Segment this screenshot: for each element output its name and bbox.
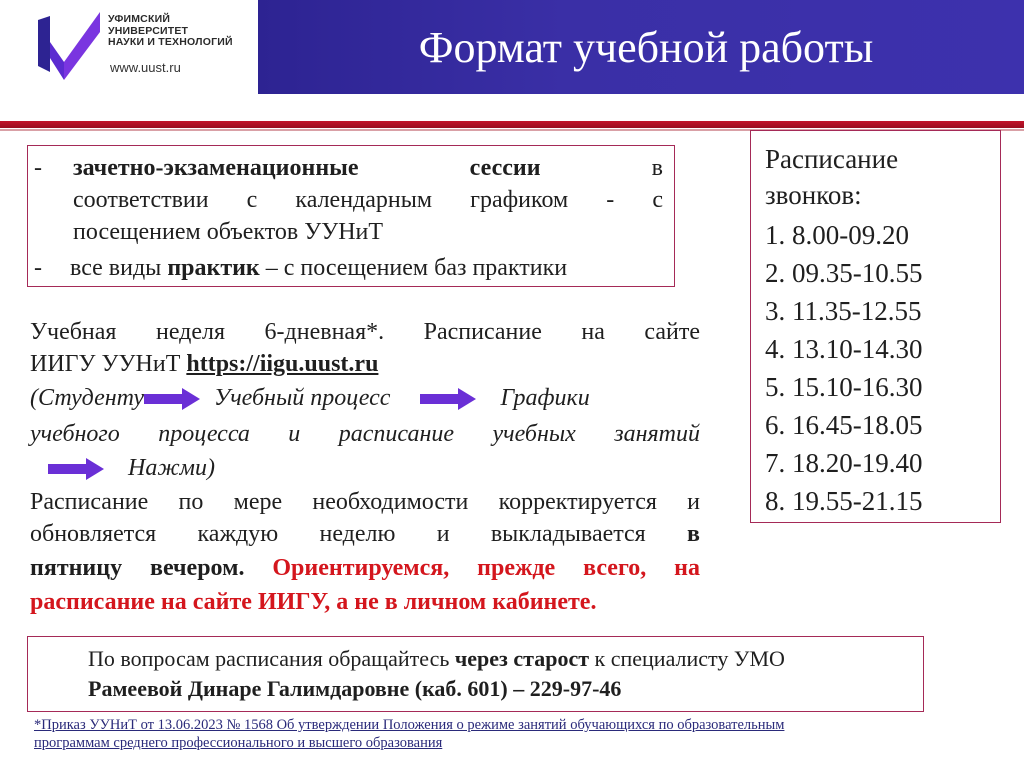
bell-item: 7. 18.20-19.40 (765, 448, 923, 478)
logo-line-1: УФИМСКИЙ (108, 13, 171, 25)
correct-line-4-red: расписание на сайте ИИГУ, а не в личном кабинете. (30, 589, 597, 615)
logo-area (0, 0, 258, 94)
bell-item: 6. 16.45-18.05 (765, 410, 923, 440)
correct-line-2-prefix: обновляется каждую неделю и выкладывается (30, 521, 646, 547)
sessions-item-2 (70, 252, 567, 284)
bell-item: 5. 15.10-16.30 (765, 372, 923, 402)
correct-line-3-red: Ориентируемся, прежде всего, на (272, 555, 701, 581)
university-logo-icon (38, 12, 100, 80)
contact-line-1 (88, 645, 785, 673)
correct-line-3 (30, 552, 700, 584)
footnote-line-1[interactable]: *Приказ УУНиТ от 13.06.2023 № 1568 Об утверждении Положения о режиме занятий обучающихся по образовательным (34, 717, 785, 733)
bell-item: 2. 09.35-10.55 (765, 258, 923, 288)
bells-title (765, 141, 898, 213)
bells-title-line-2: звонков: (765, 180, 862, 210)
arrow-right-icon (420, 388, 476, 410)
arrow-right-icon (144, 388, 200, 410)
page-title: Формат учебной работы (418, 22, 874, 72)
path-line-2: учебного процесса и расписание учебных занятий (30, 421, 700, 447)
iigu-link[interactable]: https://iigu.uust.ru (186, 351, 379, 377)
sessions-item-1-line-1 (73, 152, 663, 184)
logo-text (108, 14, 233, 49)
contact-person: Рамеевой Динаре Галимдаровне (каб. 601) – 229-97-46 (88, 676, 622, 701)
path-open: (Студенту (30, 385, 145, 411)
correct-line-1: Расписание по мере необходимости корректируется и (30, 489, 700, 515)
arrow-right-icon (48, 458, 104, 480)
correct-line-2 (30, 518, 700, 550)
correct-line-3-bold: пятницу вечером. (30, 555, 245, 581)
bell-item: 1. 8.00-09.20 (765, 220, 909, 250)
week-line-2 (30, 348, 700, 380)
week-line-1: Учебная неделя 6-дневная*. Расписание на сайте (30, 319, 700, 345)
bell-item: 3. 11.35-12.55 (765, 296, 922, 326)
sessions-box (27, 145, 675, 287)
logo-line-3: НАУКИ И ТЕХНОЛОГИЙ (108, 36, 233, 48)
contact-box (27, 636, 924, 712)
correct-line-2-bold: в (687, 521, 700, 547)
path-step-1: Учебный процесс (214, 385, 391, 411)
path-line-3 (30, 452, 700, 484)
sessions-item-2-prefix: все виды (70, 255, 162, 281)
path-step-2: Графики (500, 385, 590, 411)
sessions-dash-2: - (34, 255, 42, 281)
sessions-dash-1: - (34, 155, 42, 181)
contact-line-2 (88, 675, 621, 703)
footnote-line-2[interactable]: программам среднего профессионального и высшего образования (34, 735, 443, 751)
contact-suffix: к специалисту УМО (594, 646, 785, 671)
bells-title-line-1: Расписание (765, 144, 899, 174)
contact-prefix: По вопросам расписания обращайтесь (88, 646, 450, 671)
path-line-1 (30, 382, 700, 414)
logo-line-2: УНИВЕРСИТЕТ (108, 24, 189, 37)
contact-bold: через старост (454, 646, 590, 671)
sessions-item-1-line-3: посещением объектов УУНиТ (73, 219, 384, 245)
bells-box (750, 130, 1001, 523)
sessions-item-2-bold: практик (167, 255, 260, 281)
sessions-item-1-rest: в (651, 155, 664, 181)
correct-line-4 (30, 586, 700, 618)
week-prefix: ИИГУ УУНиТ (30, 351, 181, 377)
sessions-item-1-bold: зачетно-экзаменационные сессии (73, 155, 541, 181)
bell-item: 8. 19.55-21.15 (765, 486, 923, 516)
divider-red (0, 121, 1024, 128)
bell-item: 4. 13.10-14.30 (765, 334, 923, 364)
sessions-item-1-line-2: соответствии с календарным графиком - с (73, 187, 663, 213)
sessions-item-2-suffix: – с посещением баз практики (265, 255, 568, 281)
path-step-3: Нажми) (128, 455, 215, 481)
logo-url[interactable]: www.uust.ru (110, 60, 181, 75)
